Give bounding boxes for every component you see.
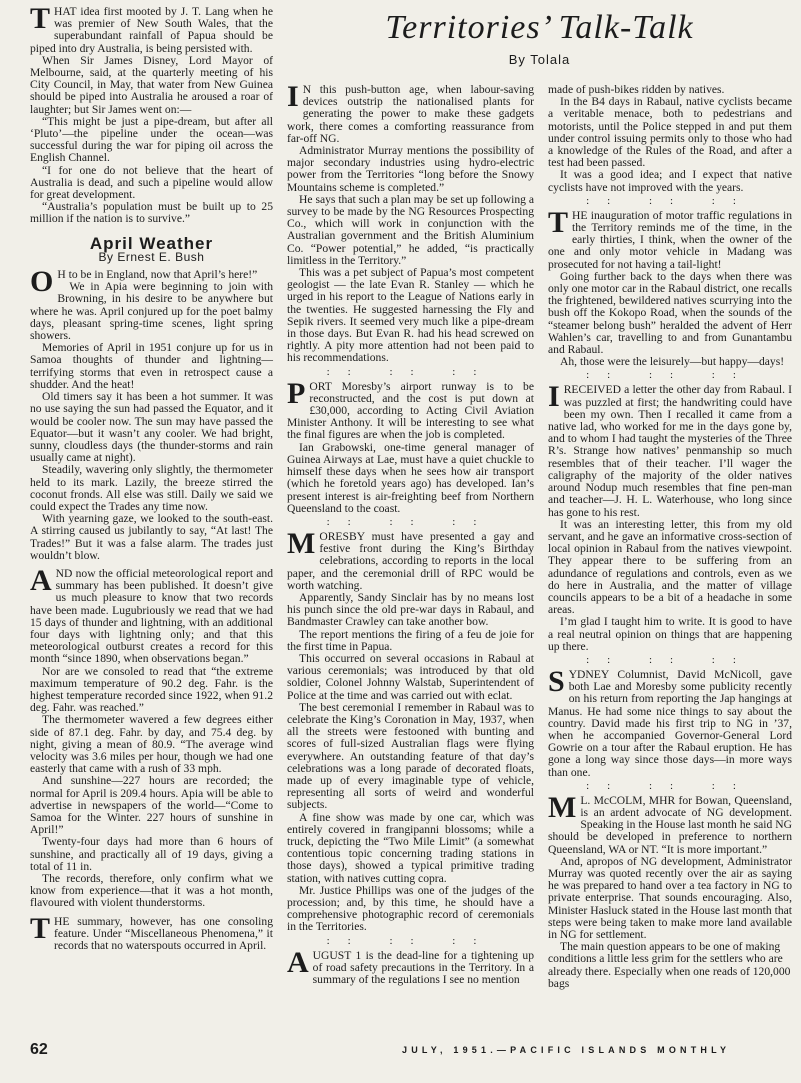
paragraph: O H to be in England, now that April’s here!” [30, 265, 258, 299]
article-title: April Weather [89, 233, 214, 253]
paragraph: The main question appears to be one of making conditions a little less grim for the settlers who are already there. Especially when one reads of 120,000 bags [548, 940, 791, 990]
paragraph: THE summary, however, has one consoling feature. Under “Miscellaneous Phenomena,” it records that no waterspouts occurred in April. [30, 911, 273, 953]
section-separator: :: :: :: [586, 369, 754, 382]
paragraph: AUGUST 1 is the dead-line for a tightening up of road safety precautions in the Territory. In a summary of the regulations I see no mention [287, 945, 534, 987]
paragraph: Twenty-four days had more than 6 hours of sunshine, and practically all of 19 days, giving a total of 11 in. [30, 835, 273, 873]
section-separator: :: :: :: [586, 194, 754, 207]
drop-cap: I [287, 80, 299, 113]
paragraph: M L. McCOLM, MHR for Bowan, Queensland, is an ardent advocate of NG development. Speaking in the House last month he said NG should be developed in preference to northern Queensland, WA or NT. “It is more important.” [548, 790, 792, 856]
paragraph: The records, therefore, only confirm what we know from experience—that it was a hot month, flavoured with violent thunderstorms. [30, 872, 273, 910]
section-separator: :: :: :: [586, 779, 754, 792]
running-footer: JULY, 1951.—PACIFIC ISLANDS MONTHLY [402, 1045, 731, 1055]
paragraph: Ian Grabowski, one-time general manager of Guinea Airways at Lae, must have a quiet chuckle to himself these days when he sees how air transport (which he foretold years ago) has developed. Ian’s present interest is air-freighting beef from Northern Queensland to the coast. [287, 440, 534, 515]
section-separator: :: :: :: [326, 365, 495, 378]
article-byline: By Ernest E. Bush [98, 249, 205, 264]
page-byline: By Tolala [508, 52, 571, 67]
paragraph: SYDNEY Columnist, David McNicoll, gave both Lae and Moresby some publicity recently on his return from reporting the Jap hangings at Manus. He had some nice things to say about the country. David made his first trip to NG in ’37, when he accompanied Governor-General Lord Gowrie on a tour after the Rabaul eruption. He has gone a long way since those days—in more ways than one. [548, 664, 792, 779]
drop-cap: I [548, 380, 560, 414]
drop-cap: M [548, 790, 577, 824]
paragraph: We in Apia were beginning to join with Browning, in his desire to be anywhere but where he was. April conjured up for the poet balmy days, pleasant spring-time scenes, light spring showers. [30, 280, 273, 343]
paragraph: In the B4 days in Rabaul, native cyclists became a veritable menace, both to pedestrians and motorists, until the Police stepped in and put them under control issuing permits only to those who had a knowledge of the Rules of the Road, and after a test had been passed. [548, 95, 792, 170]
drop-cap: T [30, 911, 51, 945]
page-number: 62 [30, 1041, 48, 1058]
column-2 [287, 80, 534, 987]
drop-cap: M [287, 526, 316, 560]
paragraph: Memories of April in 1951 conjure up for us in Samoa thoughts of thunder and lightning—terrifying storms that even in retrospect cause a shudder. And the heat! [30, 341, 273, 391]
drop-cap: T [548, 205, 569, 239]
paragraph: IRECEIVED a letter the other day from Rabaul. I was puzzled at first; the handwriting could have been my own. Then I recalled it came from a native lad, who worked for me in the days gone by, and to whom I had taught the mysteries of the Three R’s. Strange how natives’ penmanship so much resembles that of their teacher. I’ll wager the caligraphy of the majority of the older natives around Nodup much resembles that fine pen-man and teacher—J. H. L. Waterhouse, who long since has gone to his rest. [548, 380, 792, 519]
paragraph: Administrator Murray mentions the possibility of major secondary industries using hydro-electric power from the Territories “long before the Snowy Mountains scheme is completed.” [287, 144, 534, 194]
drop-cap: O [30, 265, 54, 299]
paragraph: “Australia’s population must be built up to 25 million if the nation is to survive.” [30, 200, 273, 226]
paragraph: And, apropos of NG development, Administrator Murray was quoted recently over the air as saying he was prepared to hand over a tea factory in NG to private enterprise. That sounds encouraging. Also, Minister Hasluck stated in the House last month that steps were being taken to make more land available in NG for settlement. [548, 854, 792, 941]
section-separator: :: :: :: [326, 934, 495, 947]
paragraph: THE inauguration of motor traffic regulations in the Territory reminds me of the time, in the early thirties, I think, when the owner of the one and only motor vehicle in Madang was prosecuted for not having a tail-light! [548, 205, 792, 271]
paragraph: And sunshine—227 hours are recorded; the normal for April is 209.4 hours. Apia will be able to advertise in newspapers of the world—“Come to Samoa for the Winter. 227 hours of sunshine in April!” [30, 774, 273, 837]
paragraph: It was a good idea; and I expect that native cyclists have not improved with the years. [548, 168, 792, 194]
paragraph: made of push-bikes ridden by natives. [548, 83, 725, 96]
page-title: Territories’ Talk-Talk [385, 9, 694, 46]
drop-cap: A [287, 945, 309, 979]
paragraph: This occurred on several occasions in Rabaul at various ceremonials; was introduced by that old soldier, Colonel Johnny Walstab, Superintendent of Police at the time and was carried out with eclat. [287, 651, 534, 702]
paragraph: The report mentions the firing of a feu de joie for the first time in Papua. [287, 627, 534, 653]
page-footer [30, 1041, 791, 1063]
paragraph: Apparently, Sandy Sinclair has by no means lost his punch since the old pre-war days in Rabaul, and Bandmaster Crawley can take another bow. [287, 590, 534, 629]
paragraph: Old timers say it has been a hot summer. It was no use saying the sun had passed the Equator, and it would be cooler now. The sun may have passed the Equator—but it wasn’t any cooler. We had bright, sunny, cloudless days (the thunder-storms and rain usually came at night). [30, 390, 273, 465]
column-3 [548, 84, 792, 990]
drop-cap: A [30, 563, 52, 597]
paragraph: AND now the official meteorological report and summary has been published. It doesn’t give us much pleasure to know that two records have been made. Lugubriously we read that we had 15 days of thunder and lightning, with an additional four days with lightning only; and that this meteorological outburst creates a record for this month “since 1890, when observations began.” [30, 563, 273, 666]
paragraph: Ah, those were the leisurely—but happy—days! [560, 355, 785, 369]
paragraph: With yearning gaze, we looked to the south-east. A stirring caused us jubilantly to say, “At last! The Trades!” But it was a false alarm. The trades just wouldn’t blow. [30, 512, 273, 562]
paragraph: It was an interesting letter, this from my old servant, and he gave an informative cross-section of local opinion in Rabaul from the natives viewpoint. They appear there to be suffering from an adundance of regulations and controls, even as we do here in Australia, and the matter of village councils appears to be a bit of a headache in some areas. [548, 517, 792, 617]
paragraph: When Sir James Disney, Lord Mayor of Melbourne, said, at the quarterly meeting of his City Council, in May, that water from New Guinea should be piped into Australia he aroused a roar of laughter; but Sir James went on:— [30, 53, 273, 116]
drop-cap: P [287, 376, 306, 410]
paragraph: The best ceremonial I remember in Rabaul was to celebrate the King’s Coronation in May, 1937, when all the streets were festooned with bunting and scores of full-sized Australian flags were flying everywhere. An outstanding feature of that day’s celebrations was a long parade of decorated floats, made up of every imaginable type of vehicle, representing all sorts of weird and wonderful subjects. [287, 700, 534, 812]
paragraph: Nor are we consoled to read that “the extreme maximum temperature of 90.2 deg. Fahr. is the highest temperature recorded since 1922, when 91.2 deg. Fahr. was reached.” [30, 664, 273, 715]
paragraph: Going further back to the days when there was only one motor car in the Rabaul district, one recalls the frightened, bewildered natives scurrying into the bush off the Kokopo Road, when the sounds of the “steamer belong bush” heralded the advent of Herr Wahlen’s car, travelling to and from Gunantambu and Rabaul. [548, 269, 792, 357]
paragraph: “This might be just a pipe-dream, but after all ‘Pluto’—the pipeline under the ocean—was successful during the war for piping oil across the English Channel. [30, 114, 273, 165]
paragraph: MORESBY must have presented a gay and festive front during the King’s Birthday celebrations, according to reports in the local paper, and the ceremonial drill of RPC would be worth watching. [287, 526, 534, 592]
paragraph: I’m glad I taught him to write. It is good to have a real neutral opinion on things that are happening up there. [548, 615, 792, 653]
paragraph: A fine show was made by one car, which was entirely covered in frangipanni blossoms; while a truck, depicting the “Two Mile Limit” (a somewhat contentious topic concerning trading stations in those days), showed a typical primitive trading station, with natives cutting copra. [287, 810, 534, 885]
section-separator: :: :: :: [586, 653, 754, 666]
paragraph: I N this push-button age, when labour-saving devices outstrip the nationalised plants for generating the power to make these gadgets work, there comes a comforting reassurance from far-off NG. [287, 80, 534, 145]
paragraph: He says that such a plan may be set up following a survey to be made by the NG Resources Prospecting Co., which will work in conjunction with the Australian government and the British Aluminium Co. “Power potential,” he added, “is practically limitless in the Territory.” [287, 192, 534, 267]
paragraph: This was a pet subject of Papua’s most competent geologist — the late Evan R. Stanley — which he urged in his report to the League of Nations early in the twenties. He suggested harnessing the Fly and Sepik rivers. It seemed very much like a pipe-dream in those days. But Evan R. had his head screwed on rightly. A pity more attention had not been paid to his recommendations. [287, 266, 534, 365]
paragraph: The thermometer wavered a few degrees either side of 87.1 deg. Fahr. by day, and 75.4 deg. by night, giving a mean of 80.9. “The average wind velocity was 3.6 miles per hour, though we had one easterly that came with a rush of 33 mph. [30, 713, 273, 776]
drop-cap: S [548, 664, 565, 698]
column-1 [30, 2, 273, 953]
drop-cap: T [30, 2, 51, 35]
paragraph: Mr. Justice Phillips was one of the judges of the procession; and, by this time, he should have a comprehensive photographic record of ceremonials in the Territories. [287, 883, 534, 934]
paragraph: Steadily, wavering only slightly, the thermometer held to its mark. Lazily, the breeze stirred the coconut fronds. All else was still. Daily we said we could expect the Trades any time now. [30, 463, 273, 513]
masthead [287, 8, 792, 67]
paragraph: “I for one do not believe that the heart of Australia is dead, and such a pipeline would allow for great development. [30, 163, 273, 202]
paragraph: PORT Moresby’s airport runway is to be reconstructed, and the cost is put down at £30,000, according to Acting Civil Aviation Minister Anthony. It will be interesting to see what the final figures are when the job is completed. [287, 376, 534, 442]
section-separator: :: :: :: [326, 515, 495, 528]
paragraph: THAT idea first mooted by J. T. Lang when he was premier of New South Wales, that the superabundant rainfall of Papua should be piped into dry Australia, is being persisted with. [30, 2, 273, 55]
